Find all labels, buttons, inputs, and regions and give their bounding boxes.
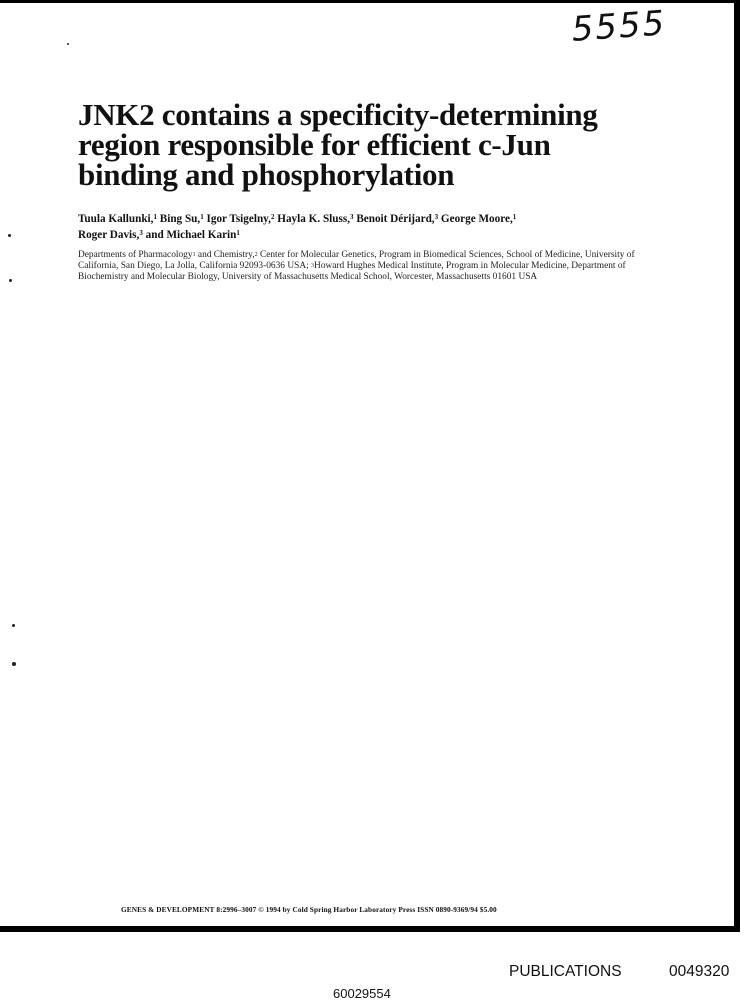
affiliation-marker: 3 bbox=[311, 263, 315, 270]
affiliation-marker: 1 bbox=[512, 213, 517, 221]
author-list bbox=[78, 211, 718, 243]
affiliation-marker: 1 bbox=[153, 213, 157, 221]
author-name: George Moore, bbox=[438, 213, 513, 225]
publications-label: PUBLICATIONS bbox=[509, 963, 622, 980]
author-name: Hayla K. Sluss, bbox=[274, 213, 351, 225]
author-line bbox=[78, 211, 718, 227]
author-name: Tuula Kallunki, bbox=[78, 213, 154, 225]
article-title bbox=[78, 97, 638, 192]
author-line bbox=[78, 227, 718, 243]
affiliation-marker: 2 bbox=[270, 213, 275, 221]
affiliation-marker: 1 bbox=[200, 213, 204, 221]
author-name: Benoit Dérijard, bbox=[353, 213, 435, 225]
affiliation-text: Departments of Pharmacology bbox=[78, 250, 193, 260]
scan-speck bbox=[67, 43, 69, 45]
affiliations bbox=[78, 250, 638, 284]
title-line: binding and phosphorylation bbox=[78, 157, 455, 192]
affiliation-marker: 1 bbox=[192, 252, 196, 258]
title-line: JNK2 contains a specificity-determining bbox=[78, 97, 598, 132]
author-name: Roger Davis, bbox=[78, 229, 140, 241]
bates-number: 60029554 bbox=[333, 986, 391, 1001]
author-name: Bing Su, bbox=[156, 213, 201, 225]
author-name: and Michael Karin bbox=[142, 229, 237, 241]
publications-number: 0049320 bbox=[669, 963, 730, 980]
scan-speck bbox=[8, 234, 11, 237]
affiliation-text: Center for Molecular Genetics, Program in Biomedical Sciences, School of Medicine, University of California, San Diego, La Jolla, California 92093-0636 USA; bbox=[78, 250, 635, 272]
affiliation-marker: 3 bbox=[139, 229, 143, 237]
scan-speck bbox=[12, 624, 15, 627]
scan-speck bbox=[12, 662, 16, 666]
affiliation-marker: 3 bbox=[434, 213, 439, 221]
journal-footer: GENES & DEVELOPMENT 8:2996–3007 © 1994 by Cold Spring Harbor Laboratory Press ISSN 0890-9369/94 $5.00 bbox=[121, 905, 497, 914]
affiliation-marker: 2 bbox=[254, 252, 258, 258]
affiliation-text: Howard Hughes Medical Institute, Program in Molecular Medicine, Department of Biochemistry and Molecular Biology, University of Massachusetts Medical School, Worcester, Massachusetts 01601 USA bbox=[78, 261, 626, 283]
affiliation-text: and Chemistry, bbox=[195, 250, 255, 260]
handwritten-note: 5555 bbox=[570, 3, 668, 50]
affiliation-marker: 3 bbox=[350, 213, 354, 221]
scan-speck bbox=[9, 279, 12, 282]
affiliation-marker: 1 bbox=[236, 229, 240, 237]
author-name: Igor Tsigelny, bbox=[203, 213, 271, 225]
title-line: region responsible for efficient c-Jun bbox=[78, 127, 551, 162]
